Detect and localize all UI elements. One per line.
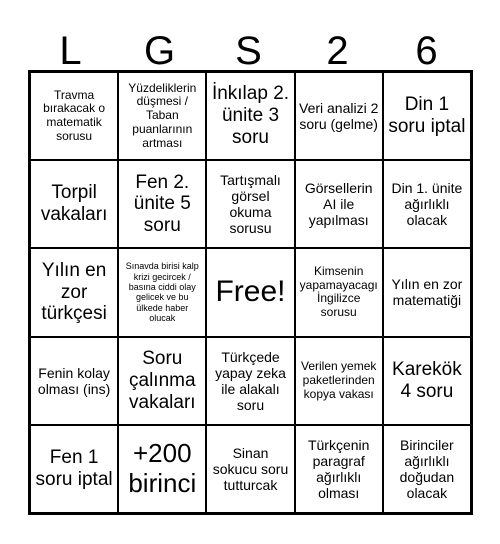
bingo-cell[interactable]: Yılın en zor türkçesi (30, 248, 118, 336)
header-letter-2: G (143, 29, 176, 73)
bingo-cell[interactable]: Veri analizi 2 soru (gelme) (295, 72, 383, 160)
bingo-cell[interactable]: Görsellerin AI ile yapılması (295, 160, 383, 248)
bingo-cell[interactable]: Türkçenin paragraf ağırlıklı olması (295, 425, 383, 513)
header-letter-4: 2 (326, 29, 349, 73)
bingo-cell[interactable]: Torpil vakaları (30, 160, 118, 248)
bingo-cell[interactable]: Sinan sokucu soru tutturcak (206, 425, 294, 513)
bingo-cell[interactable]: Verilen yemek paketlerinden kopya vakası (295, 337, 383, 425)
bingo-cell[interactable]: Travma bırakacak o matematik sorusu (30, 72, 118, 160)
header-letter-1: L (59, 29, 82, 73)
bingo-cell[interactable]: Yılın en zor matematiği (383, 248, 471, 336)
bingo-cell[interactable]: Yüzdeliklerin düşmesi / Taban puanlarının artması (118, 72, 206, 160)
header-letter-3: S (235, 29, 262, 73)
bingo-cell[interactable]: İnkılap 2. ünite 3 soru (206, 72, 294, 160)
bingo-cell[interactable]: Birinciler ağırlıklı doğudan olacak (383, 425, 471, 513)
bingo-cell[interactable]: Din 1 soru iptal (383, 72, 471, 160)
header-letter-5: 6 (415, 29, 438, 73)
bingo-cell[interactable]: Karekök 4 soru (383, 337, 471, 425)
bingo-cell[interactable]: Sınavda birisi kalp krizi gecircek / basına ciddi olay gelicek ve bu ülkede haber olucak (118, 248, 206, 336)
bingo-header (26, 28, 471, 74)
bingo-cell[interactable]: Türkçede yapay zeka ile alakalı soru (206, 337, 294, 425)
bingo-cell[interactable]: +200 birinci (118, 425, 206, 513)
bingo-cell[interactable]: Fen 1 soru iptal (30, 425, 118, 513)
free-space-cell[interactable]: Free! (206, 248, 294, 336)
bingo-cell[interactable]: Soru çalınma vakaları (118, 337, 206, 425)
bingo-cell[interactable]: Tartışmalı görsel okuma sorusu (206, 160, 294, 248)
bingo-cell[interactable]: Fen 2. ünite 5 soru (118, 160, 206, 248)
bingo-cell[interactable]: Din 1. ünite ağırlıklı olacak (383, 160, 471, 248)
bingo-grid (28, 70, 473, 515)
bingo-cell[interactable]: Fenin kolay olması (ins) (30, 337, 118, 425)
bingo-cell[interactable]: Kimsenin yapamayacagı İngilizce sorusu (295, 248, 383, 336)
